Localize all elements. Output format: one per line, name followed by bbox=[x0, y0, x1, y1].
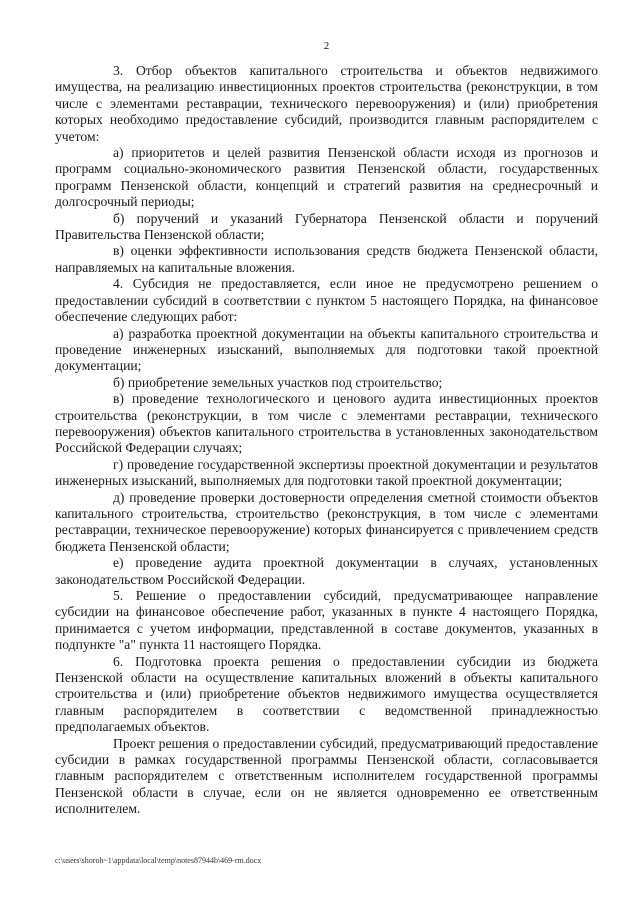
document-body bbox=[55, 63, 598, 818]
paragraph-4v: в) проведение технологического и ценового аудита инвестиционных проектов строительства (реконструкции, в том числе с элементами реставрации, технического перевооружения) объектов капитального строительства в установленных законодательством Российской Федерации случаях; bbox=[55, 391, 598, 456]
paragraph-4d: д) проведение проверки достоверности определения сметной стоимости объектов капитального строительства, строительство (реконструкция, в том числе с элементами реставрации, техническое перевооружение) которых финансируется с привлечением средств бюджета Пензенской области; bbox=[55, 489, 598, 554]
paragraph-4: 4. Субсидия не предоставляется, если иное не предусмотрено решением о предоставлении субсидий в соответствии с пунктом 5 настоящего Порядка, на финансовое обеспечение следующих работ: bbox=[55, 276, 598, 325]
paragraph-6: 6. Подготовка проекта решения о предоставлении субсидии из бюджета Пензенской области на осуществление капитальных вложений в объекты капитального строительства и (или) приобретение объектов недвижимого имущества осуществляется главным распорядителем в соответствии с ведомственной принадлежностью предполагаемых объектов. bbox=[55, 653, 598, 735]
paragraph-4b: б) приобретение земельных участков под строительство; bbox=[113, 374, 443, 390]
paragraph-4e: е) проведение аудита проектной документации в случаях, установленных законодательством Российской Федерации. bbox=[55, 555, 598, 587]
paragraph-3v: в) оценки эффективности использования средств бюджета Пензенской области, направляемых на капитальные вложения. bbox=[55, 243, 598, 275]
page-number: 2 bbox=[323, 40, 330, 52]
paragraph-4a: а) разработка проектной документации на объекты капитального строительства и проведение инженерных изысканий, выполняемых для подготовки такой проектной документации; bbox=[55, 325, 598, 374]
paragraph-4g: г) проведение государственной экспертизы проектной документации и результатов инженерных изысканий, выполняемых для подготовки такой проектной документации; bbox=[55, 456, 598, 489]
paragraph-3a: а) приоритетов и целей развития Пензенской области исходя из прогнозов и программ социально-экономического развития Пензенской области, государственных программ Пензенской области, концепций и стратегий развития на среднесрочный и долгосрочный периоды; bbox=[55, 145, 598, 210]
paragraph-3: 3. Отбор объектов капитального строительства и объектов недвижимого имущества, на реализацию инвестиционных проектов строительства (реконструкции, в том числе с элементами реставрации, технического перевооружения) и (или) приобретения которых необходимо предоставление субсидий, производится главным распорядителем с учетом: bbox=[55, 63, 598, 144]
paragraph-6-project: Проект решения о предоставлении субсидий, предусматривающий предоставление субсидии в рамках государственной программы Пензенской области, согласовывается главным распорядителем с ответственным исполнителем государственной программы Пензенской области в случае, если он не является одновременно ее ответственным исполнителем. bbox=[55, 735, 598, 817]
paragraph-3b: б) поручений и указаний Губернатора Пензенской области и поручений Правительства Пензенской области; bbox=[55, 210, 598, 243]
footer-file-path: c:\users\shoroh~1\appdata\local\temp\notes87944b\469-rm.docx bbox=[55, 856, 262, 865]
paragraph-5: 5. Решение о предоставлении субсидий, предусматривающее направление субсидии на финансовое обеспечение работ, указанных в пункте 4 настоящего Порядка, принимается с учетом информации, представленной в составе документов, указанных в подпункте "а" пункта 11 настоящего Порядка. bbox=[55, 588, 598, 653]
